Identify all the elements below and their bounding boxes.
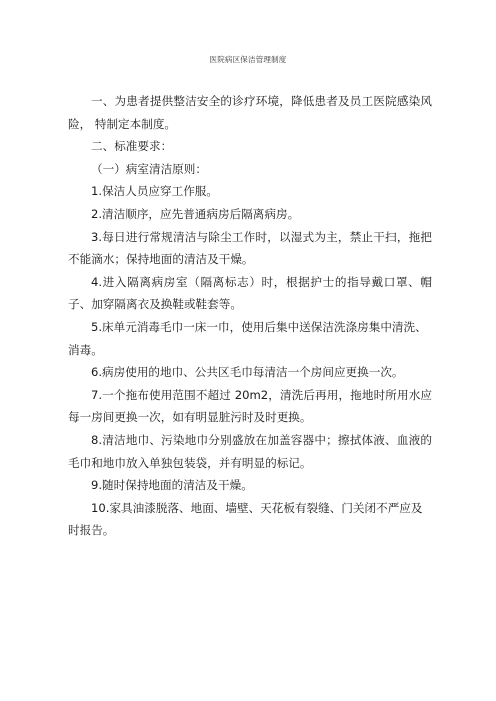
paragraph-item-3: 3.每日进行常规清洁与除尘工作时，以湿式为主，禁止干扫，拖把不能滴水；保持地面的清洁及干燥。 <box>68 229 432 267</box>
paragraph-item-4: 4.进入隔离病房室（隔离标志）时，根据护士的指导戴口罩、帽子、加穿隔离衣及换鞋或鞋套等。 <box>68 274 432 312</box>
paragraph-standards-heading: 二、标准要求： <box>91 139 173 154</box>
paragraph-item-8: 8.清洁地巾、污染地巾分别盛放在加盖容器中；擦拭体液、血液的毛巾和地巾放入单独包装袋，并有明显的标记。 <box>68 432 432 470</box>
document-title: 医院病区保洁管理制度 <box>209 55 287 64</box>
paragraph-item-10: 10.家具油漆脱落、地面、墙壁、天花板有裂缝、门关闭不严应及时报告。 <box>68 500 423 538</box>
paragraph-item-1: 1.保洁人员应穿工作服。 <box>91 184 218 199</box>
paragraph-item-6: 6.病房使用的地巾、公共区毛巾每清洁一个房间应更换一次。 <box>91 365 404 380</box>
document-body <box>68 90 432 542</box>
paragraph-item-7: 7.一个拖布使用范围不超过 20m2，清洗后再用，拖地时所用水应每一房间更换一次，如有明显脏污时及时更换。 <box>68 387 432 425</box>
paragraph-item-2: 2.清洁顺序，应先普通病房后隔离病房。 <box>91 206 300 221</box>
paragraph-ward-cleaning-principles: （一）病室清洁原则： <box>91 161 207 176</box>
paragraph-purpose: 一、为患者提供整洁安全的诊疗环境，降低患者及员工医院感染风险， 特制定本制度。 <box>68 94 432 131</box>
paragraph-item-9: 9.随时保持地面的清洁及干燥。 <box>91 478 253 493</box>
paragraph-item-5: 5.床单元消毒毛巾一床一巾，使用后集中送保洁洗涤房集中清洗、消毒。 <box>68 319 427 357</box>
